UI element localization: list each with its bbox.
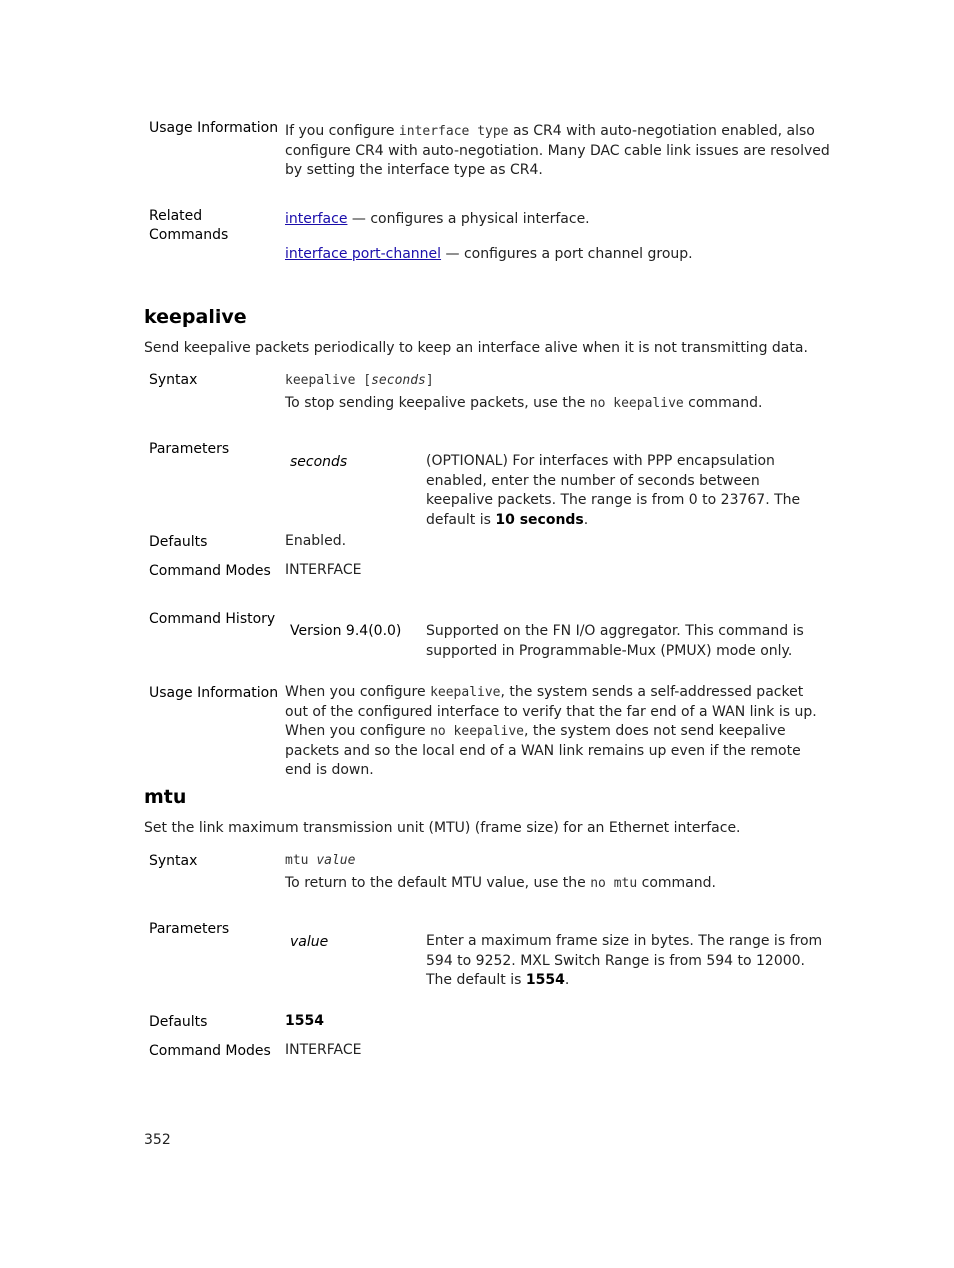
- syntax-label: Syntax: [149, 853, 198, 869]
- usage-text-part: , the system sends a self-addressed packet out of the configured interface to verify that the far end of a WAN link is up. When you configure: [285, 684, 817, 739]
- history-description: Supported on the FN I/O aggregator. This command is supported in Programmable-Mux (PMUX) mode only.: [426, 623, 804, 659]
- keepalive-syntax: [285, 371, 830, 391]
- defaults-value: Enabled.: [285, 533, 347, 549]
- related-commands-label: Related Commands: [149, 208, 229, 243]
- related-command-desc: — configures a physical interface.: [347, 211, 590, 227]
- param-desc-part: (OPTIONAL) For interfaces with PPP encapsulation enabled, enter the number of seconds between keepalive packets. The range is from 0 to 23767. The default is: [426, 453, 801, 528]
- syntax-argument: value: [316, 853, 356, 868]
- usage-text-part: , the system does not send keepalive packets and so the local end of a WAN link remains up even if the remote end is down.: [285, 723, 801, 778]
- inline-code: keepalive: [430, 685, 501, 700]
- usage-information-label: Usage Information: [149, 685, 279, 701]
- mtu-syntax: [285, 851, 830, 871]
- usage-information-label: Usage Information: [149, 120, 279, 136]
- related-command-item: [285, 210, 830, 230]
- inline-code: no keepalive: [430, 724, 524, 739]
- interface-link[interactable]: interface: [285, 211, 348, 227]
- keepalive-usage-text: [285, 683, 830, 781]
- syntax-note-part: To return to the default MTU value, use the: [285, 875, 591, 891]
- mtu-syntax-note: [285, 874, 830, 894]
- mtu-description: Set the link maximum transmission unit (MTU) (frame size) for an Ethernet interface.: [144, 820, 741, 836]
- related-command-item: [285, 245, 830, 265]
- parameters-label: Parameters: [149, 921, 230, 937]
- inline-code: interface type: [398, 124, 509, 139]
- param-default-value: 10 seconds: [495, 511, 584, 528]
- param-name: value: [290, 934, 329, 950]
- keepalive-description: Send keepalive packets periodically to keep an interface alive when it is not transmitting data.: [144, 340, 808, 356]
- mtu-heading: mtu: [144, 786, 187, 808]
- interface-port-channel-link[interactable]: interface port-channel: [285, 246, 442, 262]
- keepalive-syntax-note: [285, 394, 830, 414]
- usage-information-text: [285, 122, 830, 181]
- page-number: 352: [144, 1132, 171, 1148]
- usage-text-part: as CR4 with auto-negotiation enabled, also configure CR4 with auto-negotiation. Many DAC cable link issues are resolved by setting the interface type as CR4.: [285, 123, 830, 178]
- related-command-desc: — configures a port channel group.: [441, 246, 693, 262]
- usage-text-part: If you configure: [285, 123, 399, 139]
- syntax-label: Syntax: [149, 372, 198, 388]
- param-description: [426, 452, 826, 530]
- command-modes-label: Command Modes: [149, 1043, 271, 1059]
- param-default-value: 1554: [525, 972, 565, 988]
- param-desc-part: Enter a maximum frame size in bytes. The range is from 594 to 9252. MXL Switch Range is from 594 to 12000. The default is: [426, 933, 823, 988]
- command-history-label: Command History: [149, 611, 276, 627]
- command-modes-value: INTERFACE: [285, 562, 362, 578]
- history-version: Version 9.4(0.0): [290, 623, 402, 639]
- syntax-note-part: command.: [637, 875, 716, 891]
- param-description: [426, 932, 826, 991]
- parameters-label: Parameters: [149, 441, 230, 457]
- inline-code: no keepalive: [589, 396, 684, 411]
- param-desc-part: .: [583, 511, 589, 528]
- syntax-note-part: command.: [683, 395, 763, 411]
- usage-text-part: When you configure: [285, 684, 431, 700]
- keepalive-heading: keepalive: [144, 306, 247, 328]
- syntax-argument: seconds: [371, 373, 426, 388]
- inline-code: no mtu: [590, 876, 638, 891]
- syntax-command: keepalive [: [285, 373, 372, 388]
- command-modes-label: Command Modes: [149, 563, 271, 579]
- syntax-command: mtu: [285, 853, 317, 868]
- defaults-value: 1554: [285, 1013, 324, 1029]
- syntax-bracket: ]: [425, 373, 434, 388]
- defaults-label: Defaults: [149, 534, 208, 550]
- syntax-note-part: To stop sending keepalive packets, use the: [285, 395, 590, 411]
- defaults-label: Defaults: [149, 1014, 208, 1030]
- param-name: seconds: [290, 454, 348, 470]
- param-desc-part: .: [564, 972, 570, 988]
- command-modes-value: INTERFACE: [285, 1042, 362, 1058]
